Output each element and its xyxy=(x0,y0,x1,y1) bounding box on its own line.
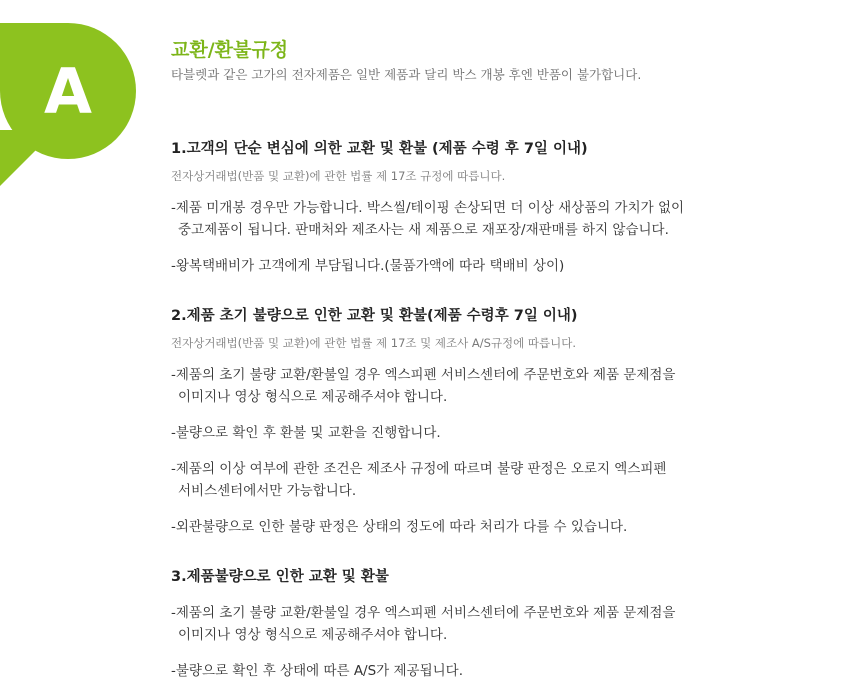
list-item-text: -왕복택배비가 고객에게 부담됩니다.(물품가액에 따라 택배비 상이) xyxy=(171,258,565,274)
list-item xyxy=(171,516,831,538)
section-title: 3.제품불량으로 인한 교환 및 환불 xyxy=(171,569,389,585)
section-badge-letter: A xyxy=(44,54,92,128)
section-title: 1.고객의 단순 변심에 의한 교환 및 환불 (제품 수령 후 7일 이내) xyxy=(171,141,588,157)
policy-header xyxy=(171,36,641,84)
section-note: 전자상거래법(반품 및 교환)에 관한 법률 제 17조 및 제조사 A/S규정에 따릅니다. xyxy=(171,336,577,350)
list-item xyxy=(171,602,831,646)
list-item xyxy=(171,660,831,682)
list-item-text: -외관불량으로 인한 불량 판정은 상태의 정도에 따라 처리가 다를 수 있습니다. xyxy=(171,519,628,535)
section-note: 전자상거래법(반품 및 교환)에 관한 법률 제 17조 규정에 따릅니다. xyxy=(171,169,506,183)
list-item xyxy=(171,364,831,408)
list-item-text: -불량으로 확인 후 상태에 따른 A/S가 제공됩니다. xyxy=(171,663,464,679)
list-item-text: -제품의 초기 불량 교환/환불일 경우 엑스피펜 서비스센터에 주문번호와 제품 문제점을 xyxy=(171,605,676,621)
list-item-text-continued: 이미지나 영상 형식으로 제공해주셔야 합니다. xyxy=(178,389,448,405)
page-subtitle: 타블렛과 같은 고가의 전자제품은 일반 제품과 달리 박스 개봉 후엔 반품이 불가합니다. xyxy=(171,67,642,82)
section-title: 2.제품 초기 불량으로 인한 교환 및 환불(제품 수령후 7일 이내) xyxy=(171,308,578,324)
list-item-text: -제품의 초기 불량 교환/환불일 경우 엑스피펜 서비스센터에 주문번호와 제품 문제점을 xyxy=(171,367,676,383)
list-item-text: -제품의 이상 여부에 관한 조건은 제조사 규정에 따르며 불량 판정은 오로지 엑스피펜 xyxy=(171,461,667,477)
list-item xyxy=(171,197,831,241)
policy-section-2 xyxy=(171,305,831,538)
list-item-text-continued: 서비스센터에서만 가능합니다. xyxy=(178,483,357,499)
list-item-text-continued: 이미지나 영상 형식으로 제공해주셔야 합니다. xyxy=(178,627,448,643)
list-item xyxy=(171,422,831,444)
list-item xyxy=(171,255,831,277)
list-item-text: -제품 미개봉 경우만 가능합니다. 박스씰/테이핑 손상되면 더 이상 새상품의 가치가 없이 xyxy=(171,200,685,216)
policy-section-3 xyxy=(171,566,831,682)
list-item-text-continued: 중고제품이 됩니다. 판매처와 제조사는 새 제품으로 재포장/재판매를 하지 않습니다. xyxy=(178,222,669,238)
policy-section-1 xyxy=(171,138,831,277)
list-item-text: -불량으로 확인 후 환불 및 교환을 진행합니다. xyxy=(171,425,441,441)
policy-content xyxy=(171,138,831,682)
list-item xyxy=(171,458,831,502)
page-title: 교환/환불규정 xyxy=(171,39,289,61)
